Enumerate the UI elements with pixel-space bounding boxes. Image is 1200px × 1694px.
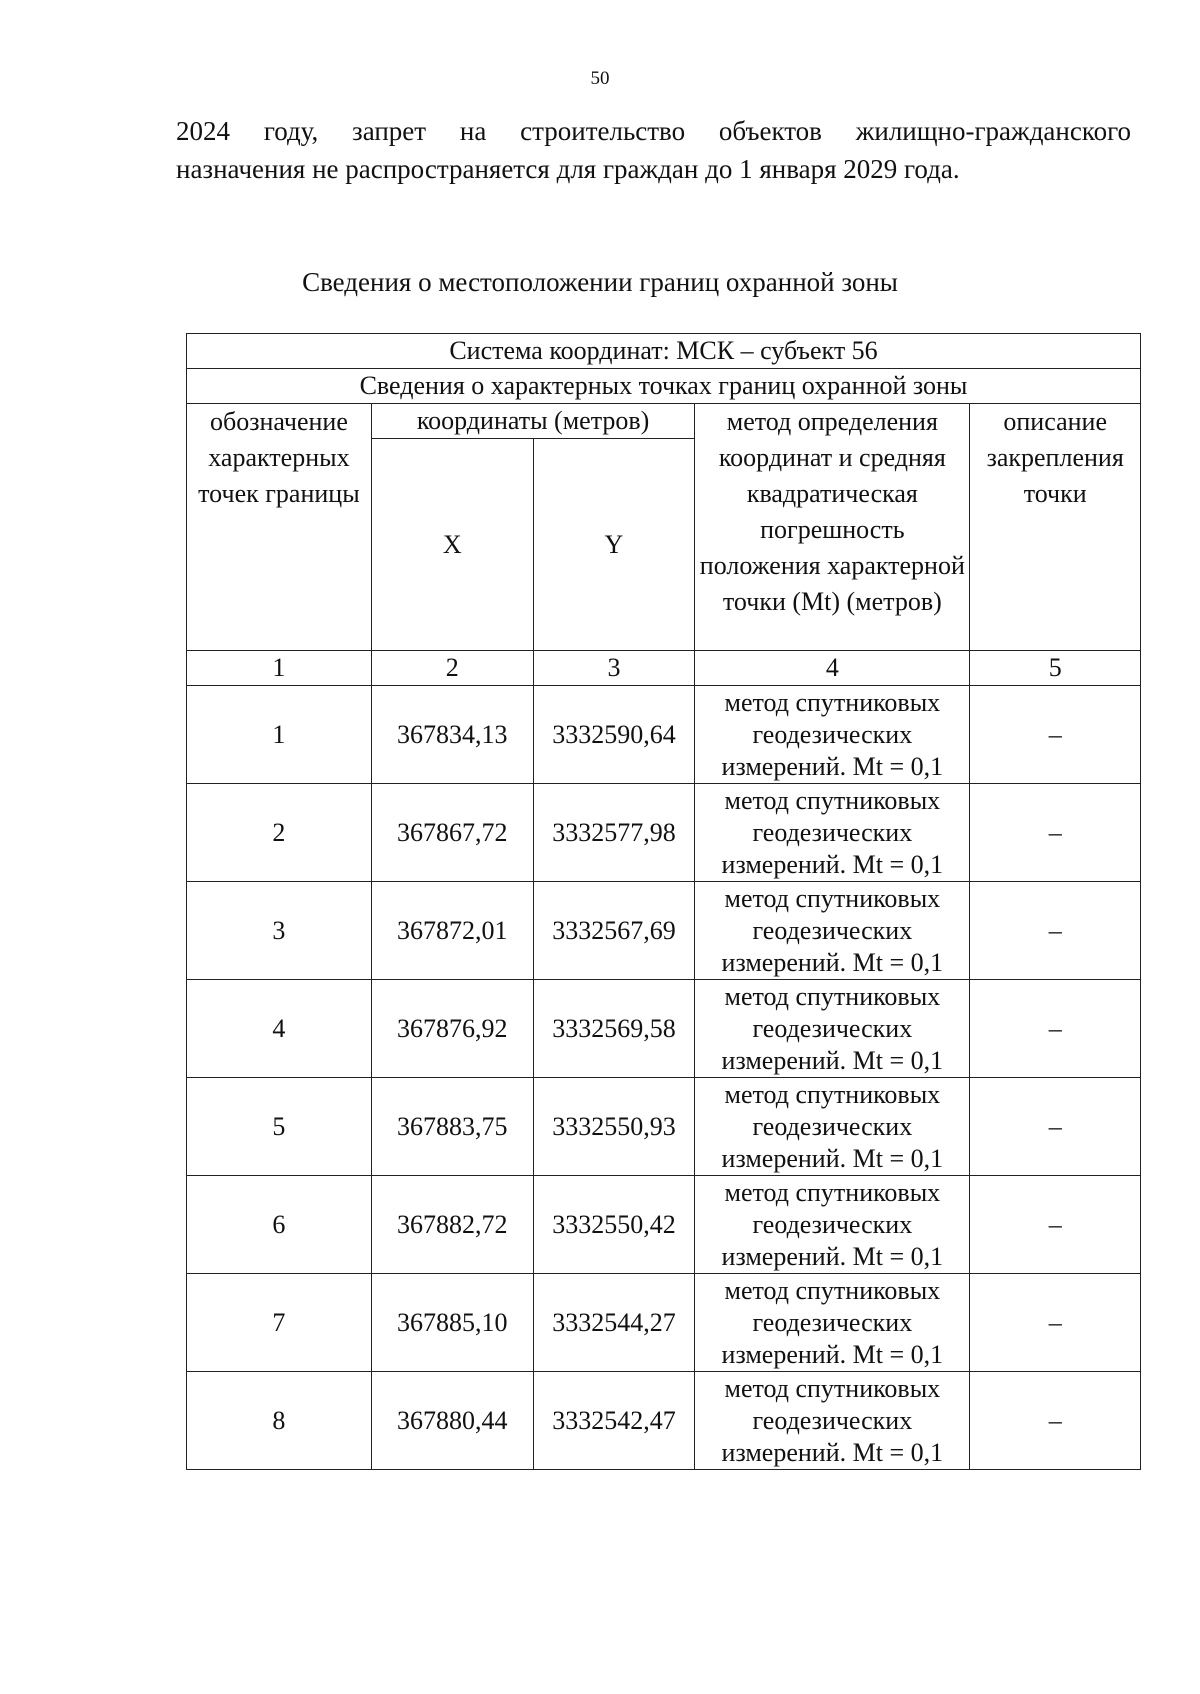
x-coordinate-cell: 367885,10 (371, 1274, 533, 1372)
header-description: описание закрепления точки (970, 404, 1141, 651)
y-coordinate-cell: 3332544,27 (533, 1274, 695, 1372)
table-row (187, 1372, 1141, 1470)
intro-paragraph (176, 112, 1131, 188)
intro-line-2: назначения не распространяется для граждан до 1 января 2029 года. (176, 154, 960, 184)
boundary-points-table (186, 333, 1141, 1470)
point-id-cell: 4 (187, 980, 372, 1078)
table-subtitle-row (187, 369, 1141, 404)
description-cell: – (970, 1176, 1141, 1274)
point-id-cell: 6 (187, 1176, 372, 1274)
x-coordinate-cell: 367867,72 (371, 784, 533, 882)
section-title: Сведения о местоположении границ охранной зоны (302, 267, 898, 297)
coord-system-row (187, 334, 1141, 369)
column-numbers-row (187, 651, 1141, 686)
method-cell: метод спутниковых геодезических измерений. Mt = 0,1 (695, 784, 970, 882)
header-y: Y (533, 439, 695, 651)
description-cell: – (970, 1372, 1141, 1470)
x-coordinate-cell: 367882,72 (371, 1176, 533, 1274)
y-coordinate-cell: 3332567,69 (533, 882, 695, 980)
table-row (187, 1176, 1141, 1274)
point-id-cell: 5 (187, 1078, 372, 1176)
header-method: метод определения координат и средняя квадратическая погрешность положения характерной точки (Mt) (метров) (695, 404, 970, 651)
point-id-cell: 1 (187, 686, 372, 784)
method-cell: метод спутниковых геодезических измерений. Mt = 0,1 (695, 1372, 970, 1470)
point-id-cell: 2 (187, 784, 372, 882)
table-row (187, 686, 1141, 784)
description-cell: – (970, 980, 1141, 1078)
y-coordinate-cell: 3332550,42 (533, 1176, 695, 1274)
intro-line-1: 2024 году, запрет на строительство объектов жилищно-гражданского (176, 116, 1131, 146)
y-coordinate-cell: 3332590,64 (533, 686, 695, 784)
point-id-cell: 8 (187, 1372, 372, 1470)
table-row (187, 882, 1141, 980)
column-number: 5 (970, 651, 1141, 686)
method-cell: метод спутниковых геодезических измерений. Mt = 0,1 (695, 686, 970, 784)
method-cell: метод спутниковых геодезических измерений. Mt = 0,1 (695, 1078, 970, 1176)
point-id-cell: 7 (187, 1274, 372, 1372)
y-coordinate-cell: 3332550,93 (533, 1078, 695, 1176)
coord-system-cell: Система координат: МСК – субъект 56 (187, 334, 1141, 369)
method-cell: метод спутниковых геодезических измерений. Mt = 0,1 (695, 1176, 970, 1274)
table-subtitle-cell: Сведения о характерных точках границ охранной зоны (187, 369, 1141, 404)
x-coordinate-cell: 367872,01 (371, 882, 533, 980)
table-row (187, 1078, 1141, 1176)
column-number: 3 (533, 651, 695, 686)
x-coordinate-cell: 367880,44 (371, 1372, 533, 1470)
method-cell: метод спутниковых геодезических измерений. Mt = 0,1 (695, 980, 970, 1078)
description-cell: – (970, 1274, 1141, 1372)
description-cell: – (970, 784, 1141, 882)
method-cell: метод спутниковых геодезических измерений. Mt = 0,1 (695, 1274, 970, 1372)
x-coordinate-cell: 367883,75 (371, 1078, 533, 1176)
y-coordinate-cell: 3332577,98 (533, 784, 695, 882)
description-cell: – (970, 686, 1141, 784)
column-number: 2 (371, 651, 533, 686)
header-row (187, 404, 1141, 439)
table-row (187, 980, 1141, 1078)
page-number: 50 (590, 68, 610, 89)
method-cell: метод спутниковых геодезических измерений. Mt = 0,1 (695, 882, 970, 980)
y-coordinate-cell: 3332542,47 (533, 1372, 695, 1470)
table-row (187, 784, 1141, 882)
x-coordinate-cell: 367876,92 (371, 980, 533, 1078)
header-coordinates: координаты (метров) (371, 404, 694, 439)
y-coordinate-cell: 3332569,58 (533, 980, 695, 1078)
point-id-cell: 3 (187, 882, 372, 980)
column-number: 4 (695, 651, 970, 686)
description-cell: – (970, 1078, 1141, 1176)
description-cell: – (970, 882, 1141, 980)
header-designation: обозначение характерных точек границы (187, 404, 372, 651)
header-x: X (371, 439, 533, 651)
table-row (187, 1274, 1141, 1372)
column-number: 1 (187, 651, 372, 686)
x-coordinate-cell: 367834,13 (371, 686, 533, 784)
